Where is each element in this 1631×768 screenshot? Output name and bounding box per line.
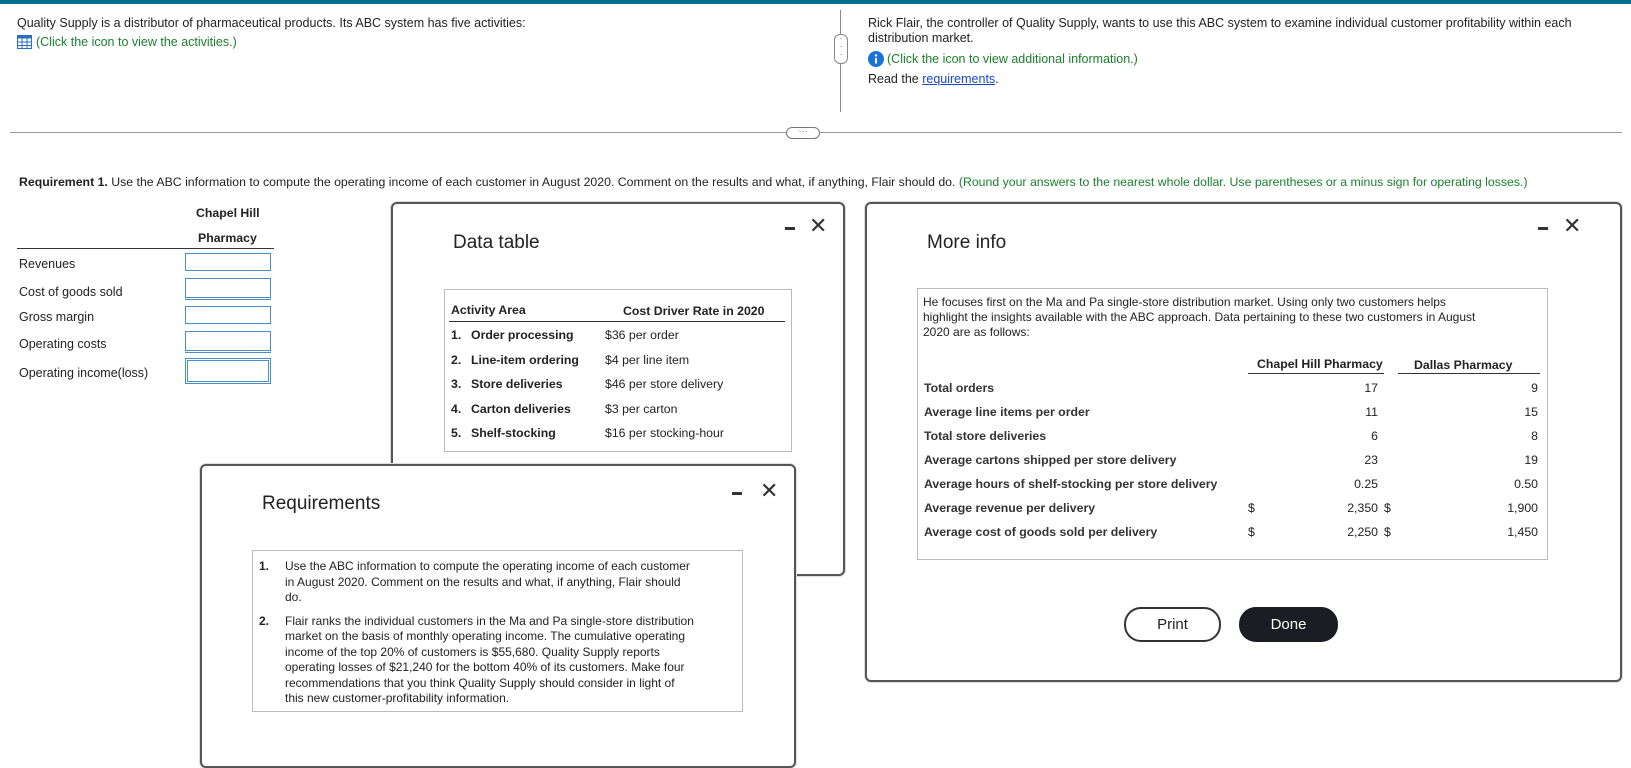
row-label: Average cartons shipped per store delivery: [924, 453, 1177, 467]
activity-area: Line-item ordering: [471, 352, 579, 367]
requirement-text-line: this new customer-profitability information.: [285, 691, 510, 705]
cost-driver-rate: $3 per carton: [605, 401, 678, 416]
chapel-hill-value: 11: [1365, 405, 1378, 419]
col-rule-dallas: [1398, 373, 1540, 374]
requirement-text-line: Flair ranks the individual customers in the Ma and Pa single-store distribution: [285, 613, 694, 628]
chapel-hill-value: 2,350: [1347, 501, 1378, 515]
table-header-rule: [449, 321, 785, 322]
row-label: Average line items per order: [924, 405, 1090, 419]
row-label-gross-margin: Gross margin: [19, 310, 95, 324]
cost-driver-rate: $16 per stocking-hour: [605, 426, 724, 440]
more-info-link[interactable]: (Click the icon to view additional information.): [887, 52, 1138, 66]
dallas-value: 1,900: [1507, 501, 1538, 515]
row-label-operating-income: Operating income(loss): [19, 366, 149, 380]
close-icon[interactable]: ✕: [1563, 213, 1582, 238]
more-info-link-row[interactable]: [868, 51, 1138, 67]
gross-margin-input[interactable]: [185, 306, 271, 324]
more-info-intro: [923, 295, 1475, 340]
chapel-hill-value: 6: [1371, 429, 1378, 443]
activity-area: Store deliveries: [471, 377, 563, 391]
table-icon[interactable]: [17, 35, 32, 49]
chapel-hill-value: 17: [1364, 381, 1378, 395]
activity-number: 3.: [451, 377, 462, 391]
answer-col-header-line1: Chapel Hill: [196, 206, 260, 220]
dallas-value: 19: [1524, 453, 1538, 467]
chapel-hill-value: 0.25: [1354, 477, 1378, 491]
read-requirements-line: [868, 72, 999, 86]
row-label: Total orders: [924, 381, 995, 395]
row-label: Average hours of shelf-stocking per store delivery: [924, 477, 1218, 491]
print-button[interactable]: Print: [1124, 607, 1221, 642]
col-header-rate: Cost Driver Rate in 2020: [623, 304, 765, 318]
done-button[interactable]: Done: [1239, 607, 1338, 642]
dallas-value: 0.50: [1514, 477, 1538, 491]
intro-line: 2020 are as follows:: [923, 325, 1030, 339]
cost-driver-rate: $36 per order: [605, 328, 679, 342]
requirements-list: [252, 550, 743, 712]
chapel-hill-value: 23: [1364, 453, 1378, 467]
col-header-dallas: Dallas Pharmacy: [1414, 358, 1513, 372]
cost-driver-rate: $46 per store delivery: [605, 377, 724, 391]
requirement-text-line: income of the top 20% of customers is $55,680. Quality Supply reports: [285, 644, 660, 659]
top-accent-bar: [0, 0, 1631, 4]
requirement-number: 1.: [259, 559, 270, 573]
requirement-text-line: do.: [285, 590, 302, 604]
activities-link-row[interactable]: [17, 35, 237, 49]
read-suffix: .: [995, 72, 999, 86]
intro-line: He focuses first on the Ma and Pa single-store distribution market. Using only two customers helps: [923, 295, 1446, 309]
col-rule-chapel-hill: [1248, 373, 1384, 374]
row-label-cogs: Cost of goods sold: [19, 285, 123, 299]
intro-right-line2: distribution market.: [868, 31, 974, 45]
dialog-title: Data table: [453, 232, 540, 253]
activity-number: 2.: [451, 352, 462, 367]
activity-number: 4.: [451, 401, 462, 416]
requirement-1-label: Requirement 1.: [19, 175, 108, 189]
col-header-chapel-hill: Chapel Hill Pharmacy: [1257, 357, 1383, 371]
row-label: Average revenue per delivery: [924, 501, 1096, 515]
activity-number: 5.: [451, 426, 462, 440]
activity-rate-table: [444, 289, 792, 452]
close-icon[interactable]: ✕: [809, 213, 828, 238]
read-prefix: Read the: [868, 72, 923, 86]
vertical-resize-handle[interactable]: · · ·: [834, 34, 848, 64]
requirement-number: 2.: [259, 613, 270, 628]
requirement-1-line: [19, 175, 1528, 189]
row-label: Total store deliveries: [924, 429, 1047, 443]
activity-area: Shelf-stocking: [471, 426, 556, 440]
answer-header-rule: [17, 248, 274, 249]
dallas-value: 9: [1531, 381, 1538, 395]
operating-costs-input[interactable]: [185, 331, 271, 353]
activity-number: 1.: [451, 328, 462, 342]
dallas-value: 8: [1531, 429, 1538, 443]
activity-area: Carton deliveries: [471, 401, 571, 416]
requirement-text-line: market on the basis of monthly operating income. The cumulative operating: [285, 629, 685, 643]
dialog-title: Requirements: [262, 493, 381, 514]
intro-line: highlight the insights available with the ABC approach. Data pertaining to these two customers in August: [923, 310, 1476, 324]
intro-left-text: Quality Supply is a distributor of pharmaceutical products. Its ABC system has five activities:: [17, 16, 526, 30]
activity-area: Order processing: [471, 328, 574, 342]
more-info-dialog: [865, 202, 1622, 682]
intro-right-line1: Rick Flair, the controller of Quality Supply, wants to use this ABC system to examine individual customer profitability within each: [868, 16, 1572, 30]
minimize-icon[interactable]: [1538, 227, 1548, 230]
customer-data-table: [917, 288, 1548, 560]
currency-symbol: $: [1384, 501, 1391, 515]
row-label: Average cost of goods sold per delivery: [924, 525, 1158, 539]
cost-driver-rate: $4 per line item: [605, 352, 690, 367]
close-icon[interactable]: ✕: [760, 478, 779, 503]
requirement-text-line: in August 2020. Comment on the results and what, if anything, Flair should: [285, 574, 681, 589]
requirement-text-line: recommendations that you think Quality Supply should consider in light of: [285, 675, 675, 690]
currency-symbol: $: [1248, 501, 1255, 515]
minimize-icon[interactable]: [785, 227, 795, 230]
row-label-revenues: Revenues: [19, 257, 76, 271]
dallas-value: 15: [1524, 405, 1538, 419]
horizontal-resize-handle[interactable]: ···: [786, 127, 820, 139]
currency-symbol: $: [1248, 525, 1255, 539]
requirement-1-instruction: (Round your answers to the nearest whole dollar. Use parentheses or a minus sign for operating losses.): [955, 175, 1528, 189]
cogs-input[interactable]: [185, 278, 271, 300]
requirement-text-line: operating losses of $21,240 for the bottom 40% of its customers. Make four: [285, 660, 685, 674]
operating-income-input[interactable]: [185, 358, 271, 384]
activities-link[interactable]: (Click the icon to view the activities.): [36, 35, 237, 49]
info-icon[interactable]: [868, 51, 884, 67]
revenues-input[interactable]: [185, 253, 271, 271]
currency-symbol: $: [1384, 525, 1391, 539]
col-header-activity: Activity Area: [451, 303, 526, 317]
requirements-link[interactable]: requirements: [922, 72, 996, 86]
answer-col-header-line2: Pharmacy: [198, 231, 257, 245]
dialog-title: More info: [927, 232, 1007, 253]
minimize-icon[interactable]: [732, 492, 742, 495]
row-label-operating-costs: Operating costs: [19, 337, 107, 351]
requirement-text-line: Use the ABC information to compute the operating income of each customer: [285, 559, 690, 573]
chapel-hill-value: 2,250: [1347, 525, 1378, 539]
requirement-1-text: Use the ABC information to compute the operating income of each customer in August 2020. Comment on the results and what, if anything, Flair should do.: [107, 175, 956, 189]
dallas-value: 1,450: [1507, 525, 1538, 539]
requirements-dialog: [200, 464, 796, 768]
